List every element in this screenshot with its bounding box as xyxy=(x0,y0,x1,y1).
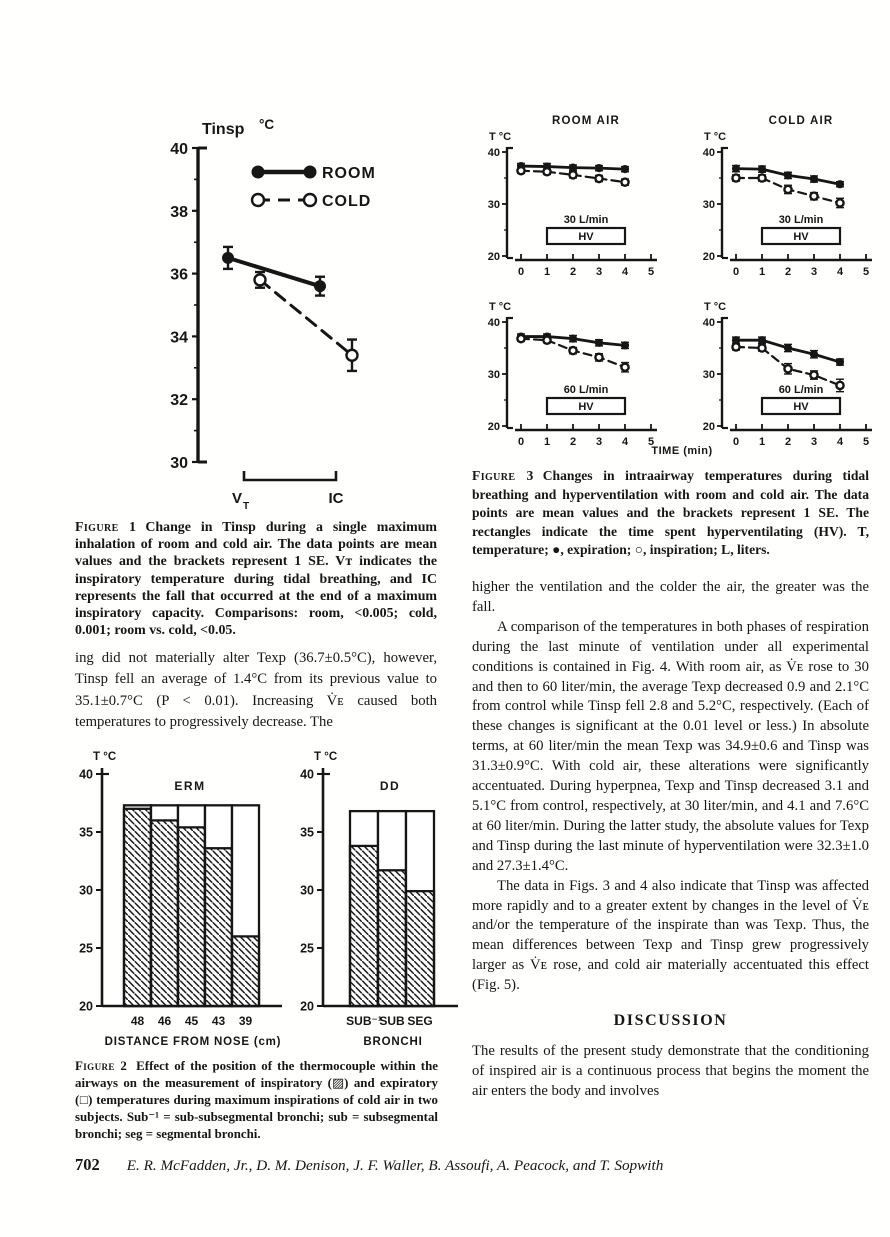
open-circle-marker xyxy=(595,354,602,361)
filled-circle-marker xyxy=(784,344,791,351)
open-circle-marker xyxy=(732,343,739,350)
open-circle-marker xyxy=(543,168,550,175)
x-range-bracket xyxy=(244,471,336,480)
paragraph-1: higher the ventilation and the colder the air, the greater was the fall. xyxy=(472,579,869,615)
filled-circle-marker xyxy=(315,281,326,292)
paragraph-3: The data in Figs. 3 and 4 also indicate that Tinsp was affected more rapidly and to a greater extent by changes in the level of V̇ᴇ and/or the temperature of the inspirate than was Texp. Thus, the mean differences between Texp and Tinsp grew progressively larger as V̇ᴇ rose, and cold air materially accentuated this effect (Fig. 5). xyxy=(472,877,869,994)
page-number: 702 xyxy=(75,1155,100,1174)
open-circle-marker xyxy=(732,174,739,181)
svg-text:3: 3 xyxy=(810,266,818,278)
x-axis-label: DISTANCE FROM NOSE (cm) xyxy=(104,1036,282,1048)
inspiratory-bar xyxy=(232,936,259,1006)
filled-circle-marker xyxy=(732,165,739,172)
svg-text:4: 4 xyxy=(621,266,629,278)
filled-circle-marker xyxy=(784,172,791,179)
svg-text:IC: IC xyxy=(328,490,344,507)
figure3-panel-2 xyxy=(703,131,872,278)
open-circle-marker xyxy=(347,350,358,361)
open-circle-marker xyxy=(517,335,524,342)
x-axis-label: BRONCHI xyxy=(363,1036,423,1048)
filled-circle-marker xyxy=(758,337,765,344)
svg-text:5: 5 xyxy=(647,266,655,278)
svg-text:40: 40 xyxy=(300,767,314,782)
page-footer xyxy=(75,1155,845,1175)
filled-circle-marker xyxy=(810,351,817,358)
panel-title: ERM xyxy=(174,779,206,793)
svg-text:3: 3 xyxy=(595,436,603,448)
figure2-caption-label: Figure 2 xyxy=(75,1059,128,1073)
open-circle-marker xyxy=(836,199,843,206)
figure3-panel-1 xyxy=(488,131,657,278)
figure1-line-chart xyxy=(158,110,448,515)
svg-text:30: 30 xyxy=(79,883,93,898)
svg-text:40: 40 xyxy=(702,147,715,159)
category-label: 43 xyxy=(211,1014,226,1028)
svg-text:T: T xyxy=(243,501,250,512)
filled-circle-marker xyxy=(304,166,316,178)
svg-text:20: 20 xyxy=(702,421,715,433)
svg-text:40: 40 xyxy=(170,141,188,158)
svg-text:40: 40 xyxy=(487,317,500,329)
svg-text:T °C: T °C xyxy=(489,131,512,143)
svg-text:2: 2 xyxy=(569,436,577,448)
svg-text:V: V xyxy=(232,490,243,507)
svg-text:0: 0 xyxy=(517,436,525,448)
figure2-bar-charts xyxy=(76,740,474,1055)
svg-text:1: 1 xyxy=(543,266,551,278)
svg-text:20: 20 xyxy=(487,421,500,433)
column-title: ROOM AIR xyxy=(552,115,620,127)
category-label: SUB⁻¹ xyxy=(346,1014,382,1028)
svg-text:25: 25 xyxy=(79,941,93,956)
svg-text:4: 4 xyxy=(836,266,844,278)
panel-title: DD xyxy=(379,779,401,793)
filled-circle-marker xyxy=(758,166,765,173)
svg-text:38: 38 xyxy=(170,203,188,221)
figure2-panel-DD xyxy=(300,751,458,1048)
svg-text:HV: HV xyxy=(578,401,594,413)
open-circle-marker xyxy=(255,274,266,285)
filled-circle-marker xyxy=(836,181,843,188)
open-circle-marker xyxy=(836,382,843,389)
svg-text:COLD: COLD xyxy=(322,193,372,210)
figure1-caption-label: Figure 1 xyxy=(75,520,137,535)
open-circle-marker xyxy=(621,364,628,371)
svg-text:32: 32 xyxy=(170,392,188,410)
series-expiration xyxy=(732,337,844,366)
open-circle-marker xyxy=(784,365,791,372)
open-circle-marker xyxy=(569,347,576,354)
svg-text:Tinsp: Tinsp xyxy=(202,121,245,138)
svg-text:T °C: T °C xyxy=(704,131,727,143)
inspiratory-bar xyxy=(350,846,378,1006)
column-title: COLD AIR xyxy=(768,115,834,127)
open-circle-marker xyxy=(517,167,524,174)
svg-text:2: 2 xyxy=(784,436,792,448)
svg-text:60 L/min: 60 L/min xyxy=(563,384,609,396)
svg-text:1: 1 xyxy=(758,266,766,278)
discussion-paragraph: The results of the present study demonstrate that the conditioning of inspired air is a continuous process that begins the moment the air enters the body and involves xyxy=(472,1042,869,1099)
svg-text:1: 1 xyxy=(543,436,551,448)
inspiratory-bar xyxy=(378,870,406,1006)
svg-text:60 L/min: 60 L/min xyxy=(778,384,824,396)
svg-text:0: 0 xyxy=(517,266,525,278)
inspiratory-bar xyxy=(124,809,151,1006)
open-circle-marker xyxy=(758,344,765,351)
svg-text:20: 20 xyxy=(487,251,500,263)
open-circle-marker xyxy=(758,174,765,181)
series-COLD xyxy=(255,272,358,371)
svg-text:30: 30 xyxy=(487,369,500,381)
discussion-heading: DISCUSSION xyxy=(613,1012,728,1030)
svg-text:T °C: T °C xyxy=(704,301,727,313)
filled-circle-marker xyxy=(621,342,628,349)
svg-text:30: 30 xyxy=(702,199,715,211)
legend-entry-COLD xyxy=(252,193,371,210)
filled-circle-marker xyxy=(836,358,843,365)
figure3-panel-grid-chart xyxy=(468,112,888,464)
filled-circle-marker xyxy=(810,175,817,182)
open-circle-marker xyxy=(621,179,628,186)
inspiratory-bar xyxy=(151,820,178,1006)
svg-text:40: 40 xyxy=(487,147,500,159)
filled-circle-marker xyxy=(569,335,576,342)
svg-text:°C: °C xyxy=(259,117,275,132)
svg-text:35: 35 xyxy=(300,825,314,840)
filled-circle-marker xyxy=(621,166,628,173)
svg-text:30 L/min: 30 L/min xyxy=(778,214,824,226)
right-column-text xyxy=(472,578,869,1102)
category-label: 39 xyxy=(238,1014,253,1028)
figure2-panel-ERM xyxy=(79,751,282,1048)
svg-text:30: 30 xyxy=(170,455,188,472)
figure3-panel-4 xyxy=(703,301,872,448)
open-circle-marker xyxy=(252,194,264,206)
svg-text:5: 5 xyxy=(862,436,870,448)
open-circle-marker xyxy=(304,194,316,206)
svg-text:HV: HV xyxy=(578,231,594,243)
category-label: 45 xyxy=(184,1014,199,1028)
filled-circle-marker xyxy=(252,166,264,178)
svg-text:ROOM: ROOM xyxy=(322,165,376,182)
svg-text:20: 20 xyxy=(702,251,715,263)
figure1-caption-text: Change in Tinsp during a single maximum inhalation of room and cold air. The data points are mean values and the brackets represent 1 SE. Vᴛ indicates the inspiratory temperature during tidal breathing, and IC represents the fall that occurred at the end of a maximum inspiratory capacity. Comparisons: room, <0.005; cold, 0.001; room vs. cold, <0.05. xyxy=(75,520,437,639)
series-ROOM xyxy=(223,247,326,296)
svg-text:30: 30 xyxy=(702,369,715,381)
svg-text:40: 40 xyxy=(702,317,715,329)
category-label: SUB xyxy=(379,1014,405,1028)
svg-text:35: 35 xyxy=(79,825,93,840)
inspiratory-bar xyxy=(178,827,205,1006)
category-label: 48 xyxy=(130,1014,145,1028)
svg-text:4: 4 xyxy=(836,436,844,448)
svg-text:HV: HV xyxy=(793,401,809,413)
open-circle-marker xyxy=(810,193,817,200)
paragraph-2: A comparison of the temperatures in both phases of respiration during the last minute of ventilation under all experimental conditions is contained in Fig. 4. With room air, as V̇ᴇ rose to 30 and then to 60 liter/min, the average Texp decreased 0.9 and 2.1°C from control while Tinsp fell 2.8 and 5.2°C, respectively. (Each of these changes is significant at the 0.01 level or less.) In absolute terms, at 60 liter/min the mean Texp was 34.9±0.6 and Tinsp was 31.3±0.9°C. With cold air, these alterations were significantly accentuated. During hyperpnea, Texp and Tinsp decreased 3.1 and 5.1°C from control, respectively, at 30 liter/min, and 4.1 and 7.6°C at 60 liter/min. During the latter study, the absolute values for Texp and Tinsp during the last minute of hyperventilation were 32.3±1.0 and 27.3±1.4°C. xyxy=(472,618,869,874)
figure2-caption xyxy=(75,1058,438,1143)
x-axis-label: TIME (min) xyxy=(651,445,713,457)
svg-text:36: 36 xyxy=(170,266,188,284)
open-circle-marker xyxy=(784,186,791,193)
figure2-caption-text: Effect of the position of the thermocouple within the airways on the measurement of inspiratory (▨) and expiratory (□) temperatures during maximum inspirations of cold air in two subjects. Sub⁻¹ = sub-subsegmental bronchi; sub = subsegmental bronchi; seg = segmental bronchi. xyxy=(75,1059,438,1141)
filled-circle-marker xyxy=(595,165,602,172)
svg-text:30: 30 xyxy=(300,883,314,898)
svg-text:3: 3 xyxy=(595,266,603,278)
svg-text:30: 30 xyxy=(487,199,500,211)
open-circle-marker xyxy=(569,171,576,178)
svg-text:5: 5 xyxy=(862,266,870,278)
svg-text:2: 2 xyxy=(569,266,577,278)
left-column-paragraph: ing did not materially alter Texp (36.7±0.5°C), however, Tinsp fell an average of 1.4°C from its previous value to 35.1±0.7°C (P < 0.01). Increasing V̇ᴇ caused both temperatures to progressively decrease. The xyxy=(75,650,437,731)
open-circle-marker xyxy=(595,175,602,182)
series-expiration xyxy=(732,165,844,188)
figure3-caption xyxy=(472,467,869,560)
open-circle-marker xyxy=(543,337,550,344)
svg-text:5: 5 xyxy=(647,436,655,448)
filled-circle-marker xyxy=(595,339,602,346)
figure3-caption-label: Figure 3 xyxy=(472,468,534,483)
svg-text:40: 40 xyxy=(79,767,93,782)
svg-text:3: 3 xyxy=(810,436,818,448)
inspiratory-bar xyxy=(205,848,232,1006)
open-circle-marker xyxy=(810,371,817,378)
svg-text:T °C: T °C xyxy=(489,301,512,313)
svg-text:20: 20 xyxy=(79,999,93,1014)
svg-text:HV: HV xyxy=(793,231,809,243)
svg-text:25: 25 xyxy=(300,941,314,956)
svg-text:T °C: T °C xyxy=(93,751,117,763)
svg-text:2: 2 xyxy=(784,266,792,278)
figure1-caption xyxy=(75,519,437,639)
filled-circle-marker xyxy=(223,252,234,263)
figure3-caption-text: Changes in intraairway temperatures during tidal breathing and hyperventilation with room and cold air. The data points are mean values and the brackets represent 1 SE. The rectangles indicate the time spent hyperventilating (HV). T, temperature; ●, expiration; ○, inspiration; L, liters. xyxy=(472,468,869,557)
svg-text:0: 0 xyxy=(732,436,740,448)
svg-text:20: 20 xyxy=(300,999,314,1014)
svg-text:0: 0 xyxy=(732,266,740,278)
svg-text:T °C: T °C xyxy=(314,751,338,763)
figure3-panel-3 xyxy=(488,301,657,448)
inspiratory-bar xyxy=(406,891,434,1006)
category-label: 46 xyxy=(157,1014,172,1028)
svg-text:4: 4 xyxy=(621,436,629,448)
svg-text:34: 34 xyxy=(170,329,188,347)
category-label: SEG xyxy=(407,1014,433,1028)
legend-entry-ROOM xyxy=(252,165,376,182)
svg-text:30 L/min: 30 L/min xyxy=(563,214,609,226)
footer-authors: E. R. McFadden, Jr., D. M. Denison, J. F. Waller, B. Assoufi, A. Peacock, and T. Sopwith xyxy=(126,1157,664,1174)
svg-text:1: 1 xyxy=(758,436,766,448)
